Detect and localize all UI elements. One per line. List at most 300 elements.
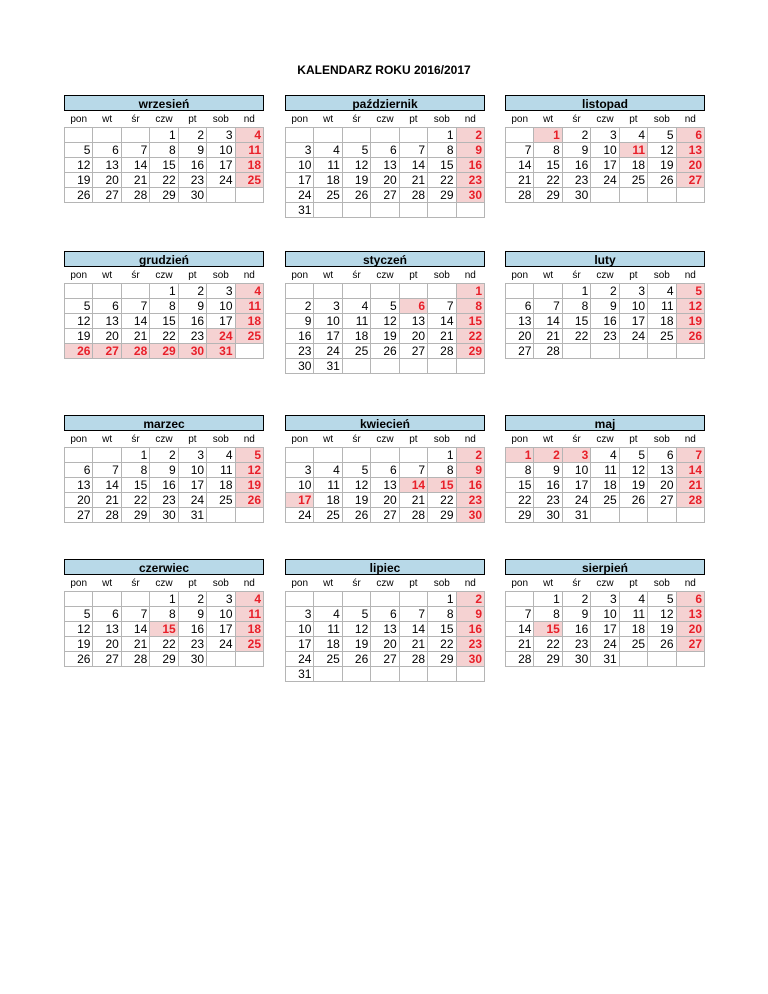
weekday-label: sob <box>653 577 670 589</box>
day-cell: 15 <box>150 158 178 173</box>
day-cell <box>65 128 93 143</box>
month-grid <box>505 431 705 523</box>
weekday-header-row <box>65 267 264 284</box>
day-cell: 19 <box>65 329 93 344</box>
day-cell: 14 <box>93 478 121 493</box>
week-row <box>506 637 705 652</box>
day-cell: 12 <box>371 314 399 329</box>
week-row <box>65 622 264 637</box>
day-cell: 26 <box>676 329 704 344</box>
weekday-label: pon <box>511 269 529 281</box>
day-cell: 21 <box>399 637 427 652</box>
day-cell <box>591 344 619 359</box>
day-cell <box>619 344 647 359</box>
week-row <box>506 299 705 314</box>
week-row <box>286 143 485 158</box>
month-block <box>285 415 485 523</box>
day-cell: 10 <box>207 607 235 622</box>
day-cell <box>399 284 427 299</box>
day-cell: 27 <box>371 508 399 523</box>
day-cell: 8 <box>506 463 534 478</box>
week-row <box>506 284 705 299</box>
day-cell: 5 <box>65 607 93 622</box>
day-cell: 29 <box>150 188 178 203</box>
day-cell: 21 <box>399 173 427 188</box>
weekday-label: pon <box>291 577 309 589</box>
weekday-label: czw <box>376 577 394 589</box>
weekday-header-row <box>506 431 705 448</box>
weekday-header-row <box>506 111 705 128</box>
day-cell <box>371 448 399 463</box>
day-cell: 2 <box>178 128 206 143</box>
day-cell: 8 <box>121 463 149 478</box>
day-cell: 2 <box>562 592 590 607</box>
day-cell: 21 <box>506 173 534 188</box>
day-cell: 2 <box>178 592 206 607</box>
day-cell: 12 <box>648 143 676 158</box>
day-cell: 27 <box>648 493 676 508</box>
day-cell <box>371 667 399 682</box>
weekday-label: sob <box>212 577 229 589</box>
day-cell: 18 <box>591 478 619 493</box>
week-row <box>286 203 485 218</box>
weekday-label: wt <box>323 269 334 281</box>
day-cell: 22 <box>534 637 562 652</box>
day-cell: 19 <box>619 478 647 493</box>
day-cell: 27 <box>93 344 121 359</box>
day-cell: 3 <box>286 143 314 158</box>
day-cell <box>371 592 399 607</box>
day-cell: 13 <box>676 143 704 158</box>
day-cell: 6 <box>399 299 427 314</box>
day-cell: 15 <box>150 622 178 637</box>
day-cell: 2 <box>534 448 562 463</box>
day-cell <box>342 592 370 607</box>
day-cell: 29 <box>428 652 456 667</box>
day-cell: 20 <box>65 493 93 508</box>
weekday-label: nd <box>684 433 696 445</box>
day-cell <box>342 128 370 143</box>
weekday-label: pt <box>629 113 638 125</box>
day-cell: 31 <box>286 667 314 682</box>
day-cell: 28 <box>121 188 149 203</box>
month-grid <box>64 431 264 523</box>
day-cell: 14 <box>506 158 534 173</box>
day-cell: 12 <box>676 299 704 314</box>
month-name: maj <box>505 415 705 431</box>
day-cell <box>65 448 93 463</box>
week-row <box>506 592 705 607</box>
day-cell: 29 <box>428 508 456 523</box>
day-cell: 11 <box>207 463 235 478</box>
day-cell: 26 <box>371 344 399 359</box>
week-row <box>65 173 264 188</box>
day-cell: 1 <box>456 284 484 299</box>
day-cell: 1 <box>150 128 178 143</box>
weekday-label: nd <box>243 113 255 125</box>
weekday-label: śr <box>572 113 581 125</box>
day-cell: 4 <box>591 448 619 463</box>
day-cell: 16 <box>456 622 484 637</box>
day-cell: 21 <box>399 493 427 508</box>
day-cell <box>371 284 399 299</box>
day-cell: 1 <box>428 592 456 607</box>
day-cell: 5 <box>342 607 370 622</box>
month-block <box>64 559 264 667</box>
day-cell <box>314 448 342 463</box>
day-cell <box>65 284 93 299</box>
month-block <box>505 415 705 523</box>
week-row <box>286 478 485 493</box>
day-cell: 15 <box>534 158 562 173</box>
day-cell: 3 <box>178 448 206 463</box>
day-cell: 26 <box>342 652 370 667</box>
day-cell: 20 <box>648 478 676 493</box>
day-cell: 14 <box>506 622 534 637</box>
day-cell <box>207 508 235 523</box>
weekday-header-row <box>286 111 485 128</box>
day-cell: 15 <box>121 478 149 493</box>
day-cell <box>676 652 704 667</box>
week-row <box>286 284 485 299</box>
month-block <box>505 559 705 667</box>
day-cell <box>619 188 647 203</box>
day-cell: 26 <box>65 344 93 359</box>
weekday-label: śr <box>352 113 361 125</box>
week-row <box>506 344 705 359</box>
day-cell: 8 <box>534 143 562 158</box>
day-cell: 26 <box>648 173 676 188</box>
day-cell: 8 <box>150 299 178 314</box>
day-cell: 27 <box>371 652 399 667</box>
day-cell: 22 <box>562 329 590 344</box>
day-cell: 13 <box>676 607 704 622</box>
day-cell: 7 <box>93 463 121 478</box>
day-cell: 5 <box>371 299 399 314</box>
week-row <box>506 463 705 478</box>
day-cell: 23 <box>456 493 484 508</box>
weekday-label: pon <box>70 577 88 589</box>
day-cell: 12 <box>235 463 263 478</box>
day-cell: 16 <box>591 314 619 329</box>
weekday-label: sob <box>433 433 450 445</box>
day-cell: 14 <box>534 314 562 329</box>
day-cell: 3 <box>619 284 647 299</box>
day-cell: 3 <box>562 448 590 463</box>
week-row <box>286 299 485 314</box>
month-name: październik <box>285 95 485 111</box>
day-cell: 16 <box>456 478 484 493</box>
day-cell: 28 <box>506 652 534 667</box>
day-cell: 10 <box>178 463 206 478</box>
weekday-label: wt <box>323 433 334 445</box>
day-cell: 26 <box>65 652 93 667</box>
day-cell: 9 <box>286 314 314 329</box>
weekday-label: czw <box>596 577 614 589</box>
weekday-label: pon <box>291 269 309 281</box>
day-cell <box>235 344 263 359</box>
day-cell: 25 <box>619 173 647 188</box>
day-cell: 5 <box>65 299 93 314</box>
weekday-label: pt <box>188 269 197 281</box>
week-row <box>506 188 705 203</box>
day-cell: 16 <box>178 622 206 637</box>
week-row <box>286 493 485 508</box>
day-cell: 27 <box>399 344 427 359</box>
day-cell: 5 <box>648 592 676 607</box>
day-cell: 24 <box>207 637 235 652</box>
day-cell <box>648 652 676 667</box>
week-row <box>65 188 264 203</box>
day-cell: 10 <box>619 299 647 314</box>
weekday-label: sob <box>212 113 229 125</box>
day-cell: 13 <box>399 314 427 329</box>
day-cell: 24 <box>591 173 619 188</box>
day-cell: 16 <box>286 329 314 344</box>
day-cell <box>93 448 121 463</box>
day-cell: 17 <box>286 173 314 188</box>
day-cell <box>342 203 370 218</box>
day-cell: 22 <box>428 637 456 652</box>
day-cell: 4 <box>235 284 263 299</box>
day-cell <box>648 344 676 359</box>
day-cell: 7 <box>506 143 534 158</box>
day-cell: 12 <box>648 607 676 622</box>
day-cell: 2 <box>456 592 484 607</box>
month-block <box>285 559 485 682</box>
week-row <box>506 128 705 143</box>
day-cell: 16 <box>150 478 178 493</box>
week-row <box>506 158 705 173</box>
weekday-header-row <box>65 575 264 592</box>
day-cell: 22 <box>121 493 149 508</box>
day-cell <box>534 284 562 299</box>
week-row <box>506 448 705 463</box>
week-row <box>65 508 264 523</box>
weekday-label: pt <box>188 433 197 445</box>
day-cell: 8 <box>428 143 456 158</box>
weekday-label: wt <box>543 269 554 281</box>
weekday-label: wt <box>102 433 113 445</box>
month-name: styczeń <box>285 251 485 267</box>
day-cell: 9 <box>534 463 562 478</box>
week-row <box>65 344 264 359</box>
day-cell: 16 <box>178 314 206 329</box>
weekday-label: śr <box>131 269 140 281</box>
day-cell <box>371 128 399 143</box>
day-cell <box>286 448 314 463</box>
day-cell: 9 <box>456 607 484 622</box>
week-row <box>65 299 264 314</box>
day-cell <box>648 188 676 203</box>
day-cell: 9 <box>178 607 206 622</box>
month-block <box>505 251 705 359</box>
month-grid <box>285 431 485 523</box>
day-cell: 30 <box>178 344 206 359</box>
day-cell: 14 <box>399 158 427 173</box>
weekday-label: sob <box>433 113 450 125</box>
day-cell <box>121 128 149 143</box>
day-cell: 7 <box>121 299 149 314</box>
day-cell: 4 <box>207 448 235 463</box>
day-cell <box>121 284 149 299</box>
day-cell <box>399 203 427 218</box>
weekday-label: pt <box>409 269 418 281</box>
week-row <box>286 314 485 329</box>
day-cell: 19 <box>65 637 93 652</box>
day-cell: 21 <box>428 329 456 344</box>
day-cell <box>207 652 235 667</box>
day-cell: 28 <box>534 344 562 359</box>
day-cell <box>456 203 484 218</box>
day-cell: 19 <box>676 314 704 329</box>
week-row <box>286 344 485 359</box>
day-cell: 23 <box>178 637 206 652</box>
day-cell: 6 <box>371 607 399 622</box>
day-cell: 4 <box>314 607 342 622</box>
day-cell: 9 <box>178 143 206 158</box>
day-cell: 21 <box>121 173 149 188</box>
day-cell: 30 <box>178 652 206 667</box>
day-cell: 16 <box>456 158 484 173</box>
day-cell: 18 <box>235 314 263 329</box>
day-cell: 20 <box>676 158 704 173</box>
day-cell <box>286 592 314 607</box>
day-cell: 5 <box>676 284 704 299</box>
day-cell: 6 <box>65 463 93 478</box>
day-cell: 22 <box>150 173 178 188</box>
day-cell: 9 <box>562 607 590 622</box>
day-cell: 21 <box>93 493 121 508</box>
day-cell: 28 <box>399 508 427 523</box>
day-cell: 7 <box>121 607 149 622</box>
weekday-label: pon <box>70 433 88 445</box>
day-cell <box>235 652 263 667</box>
day-cell <box>235 508 263 523</box>
weekday-label: pt <box>629 433 638 445</box>
weekday-label: pt <box>629 269 638 281</box>
weekday-header-row <box>286 575 485 592</box>
month-name: wrzesień <box>64 95 264 111</box>
day-cell: 2 <box>456 128 484 143</box>
day-cell: 4 <box>619 592 647 607</box>
weekday-label: śr <box>572 269 581 281</box>
month-name: lipiec <box>285 559 485 575</box>
day-cell: 20 <box>93 173 121 188</box>
day-cell: 4 <box>648 284 676 299</box>
day-cell: 23 <box>178 329 206 344</box>
day-cell: 6 <box>93 299 121 314</box>
day-cell: 11 <box>314 622 342 637</box>
weekday-label: nd <box>243 269 255 281</box>
day-cell <box>428 667 456 682</box>
weekday-header-row <box>506 575 705 592</box>
weekday-label: nd <box>243 577 255 589</box>
day-cell: 26 <box>65 188 93 203</box>
day-cell: 11 <box>235 607 263 622</box>
day-cell: 15 <box>562 314 590 329</box>
day-cell: 22 <box>428 493 456 508</box>
day-cell: 2 <box>591 284 619 299</box>
week-row <box>65 478 264 493</box>
day-cell: 29 <box>506 508 534 523</box>
day-cell: 18 <box>619 622 647 637</box>
day-cell: 18 <box>314 173 342 188</box>
weekday-label: czw <box>376 433 394 445</box>
day-cell: 3 <box>314 299 342 314</box>
weekday-label: nd <box>684 269 696 281</box>
day-cell: 5 <box>342 143 370 158</box>
calendar-title: KALENDARZ ROKU 2016/2017 <box>297 63 471 77</box>
month-grid <box>64 267 264 359</box>
day-cell <box>371 359 399 374</box>
day-cell <box>591 508 619 523</box>
day-cell: 29 <box>534 188 562 203</box>
day-cell: 27 <box>676 173 704 188</box>
day-cell: 11 <box>619 607 647 622</box>
day-cell <box>207 188 235 203</box>
day-cell: 23 <box>456 637 484 652</box>
day-cell: 15 <box>428 622 456 637</box>
day-cell: 23 <box>150 493 178 508</box>
day-cell: 17 <box>314 329 342 344</box>
day-cell: 24 <box>286 188 314 203</box>
day-cell: 15 <box>534 622 562 637</box>
day-cell: 23 <box>562 637 590 652</box>
day-cell <box>619 508 647 523</box>
day-cell: 3 <box>591 128 619 143</box>
day-cell: 25 <box>648 329 676 344</box>
day-cell <box>342 448 370 463</box>
weekday-label: pon <box>511 577 529 589</box>
day-cell: 5 <box>342 463 370 478</box>
day-cell: 13 <box>93 314 121 329</box>
day-cell: 22 <box>506 493 534 508</box>
day-cell: 20 <box>371 637 399 652</box>
day-cell: 24 <box>619 329 647 344</box>
day-cell <box>399 448 427 463</box>
month-block <box>64 415 264 523</box>
weekday-header-row <box>506 267 705 284</box>
week-row <box>506 329 705 344</box>
day-cell: 10 <box>286 622 314 637</box>
week-row <box>286 329 485 344</box>
day-cell: 21 <box>121 637 149 652</box>
weekday-label: wt <box>323 577 334 589</box>
weekday-label: śr <box>131 433 140 445</box>
day-cell: 31 <box>207 344 235 359</box>
week-row <box>286 667 485 682</box>
day-cell <box>65 592 93 607</box>
day-cell: 19 <box>342 493 370 508</box>
weekday-label: nd <box>464 269 476 281</box>
month-block <box>285 251 485 374</box>
day-cell: 1 <box>121 448 149 463</box>
day-cell: 13 <box>93 158 121 173</box>
day-cell: 3 <box>286 463 314 478</box>
day-cell: 21 <box>676 478 704 493</box>
month-name: czerwiec <box>64 559 264 575</box>
day-cell: 21 <box>506 637 534 652</box>
day-cell: 29 <box>428 188 456 203</box>
day-cell <box>121 592 149 607</box>
month-grid <box>505 267 705 359</box>
day-cell: 5 <box>65 143 93 158</box>
weekday-label: śr <box>572 577 581 589</box>
day-cell <box>342 284 370 299</box>
day-cell: 7 <box>121 143 149 158</box>
day-cell: 24 <box>286 508 314 523</box>
